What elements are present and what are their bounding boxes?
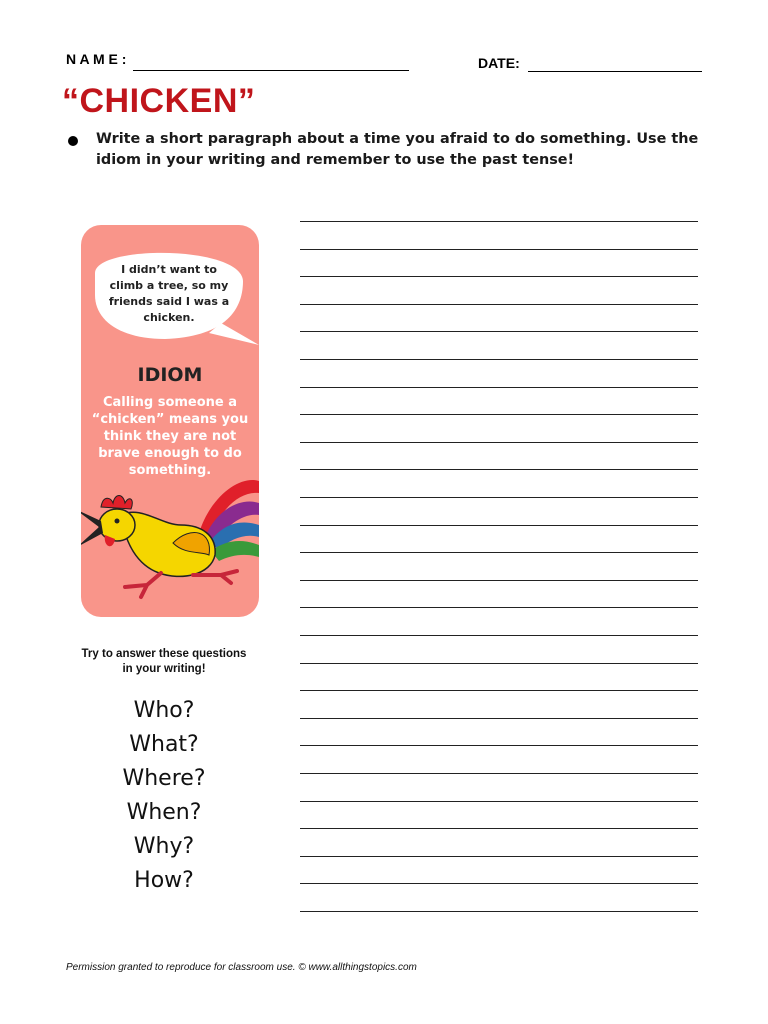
writing-line[interactable] xyxy=(300,690,698,691)
writing-line[interactable] xyxy=(300,249,698,250)
writing-line[interactable] xyxy=(300,552,698,553)
chicken-eye xyxy=(115,519,120,524)
writing-line[interactable] xyxy=(300,304,698,305)
speech-bubble-text: I didn’t want to climb a tree, so my friends said I was a chicken. xyxy=(108,263,230,324)
question-who: Who? xyxy=(133,698,195,723)
chicken-head xyxy=(99,509,135,541)
question-where: Where? xyxy=(122,766,206,791)
writing-line[interactable] xyxy=(300,856,698,857)
writing-line[interactable] xyxy=(300,828,698,829)
chicken-beak xyxy=(81,509,103,547)
date-label: DATE: xyxy=(478,55,520,71)
page-title: “CHICKEN” xyxy=(62,82,256,120)
question-how: How? xyxy=(134,868,194,893)
writing-line[interactable] xyxy=(300,801,698,802)
idiom-heading: IDIOM xyxy=(137,364,203,386)
writing-line[interactable] xyxy=(300,911,698,912)
questions-prompt: Try to answer these questions in your writing! xyxy=(81,648,247,675)
footer-permission: Permission granted to reproduce for classroom use. © www.allthingstopics.com xyxy=(66,962,417,973)
writing-line[interactable] xyxy=(300,663,698,664)
writing-line[interactable] xyxy=(300,387,698,388)
writing-line[interactable] xyxy=(300,745,698,746)
writing-line[interactable] xyxy=(300,635,698,636)
writing-line[interactable] xyxy=(300,883,698,884)
writing-line[interactable] xyxy=(300,442,698,443)
name-label: N A M E : xyxy=(66,51,127,67)
date-line[interactable] xyxy=(528,71,702,72)
bullet-icon xyxy=(68,136,78,146)
chicken-comb xyxy=(101,496,132,510)
writing-line[interactable] xyxy=(300,718,698,719)
writing-line[interactable] xyxy=(300,497,698,498)
writing-line[interactable] xyxy=(300,580,698,581)
writing-line[interactable] xyxy=(300,607,698,608)
question-why: Why? xyxy=(133,834,195,859)
name-line[interactable] xyxy=(133,70,409,71)
writing-line[interactable] xyxy=(300,469,698,470)
writing-line[interactable] xyxy=(300,276,698,277)
question-when: When? xyxy=(126,800,202,825)
writing-line[interactable] xyxy=(300,221,698,222)
idiom-definition: Calling someone a “chicken” means you think they are not brave enough to do something. xyxy=(91,395,249,478)
writing-line[interactable] xyxy=(300,359,698,360)
writing-line[interactable] xyxy=(300,331,698,332)
question-what: What? xyxy=(129,732,199,757)
chicken-leg-left xyxy=(125,573,161,597)
writing-line[interactable] xyxy=(300,773,698,774)
instruction-text: Write a short paragraph about a time you afraid to do something. Use the idiom in your writing and remember to use the past tense! xyxy=(96,131,699,168)
writing-line[interactable] xyxy=(300,525,698,526)
writing-line[interactable] xyxy=(300,414,698,415)
